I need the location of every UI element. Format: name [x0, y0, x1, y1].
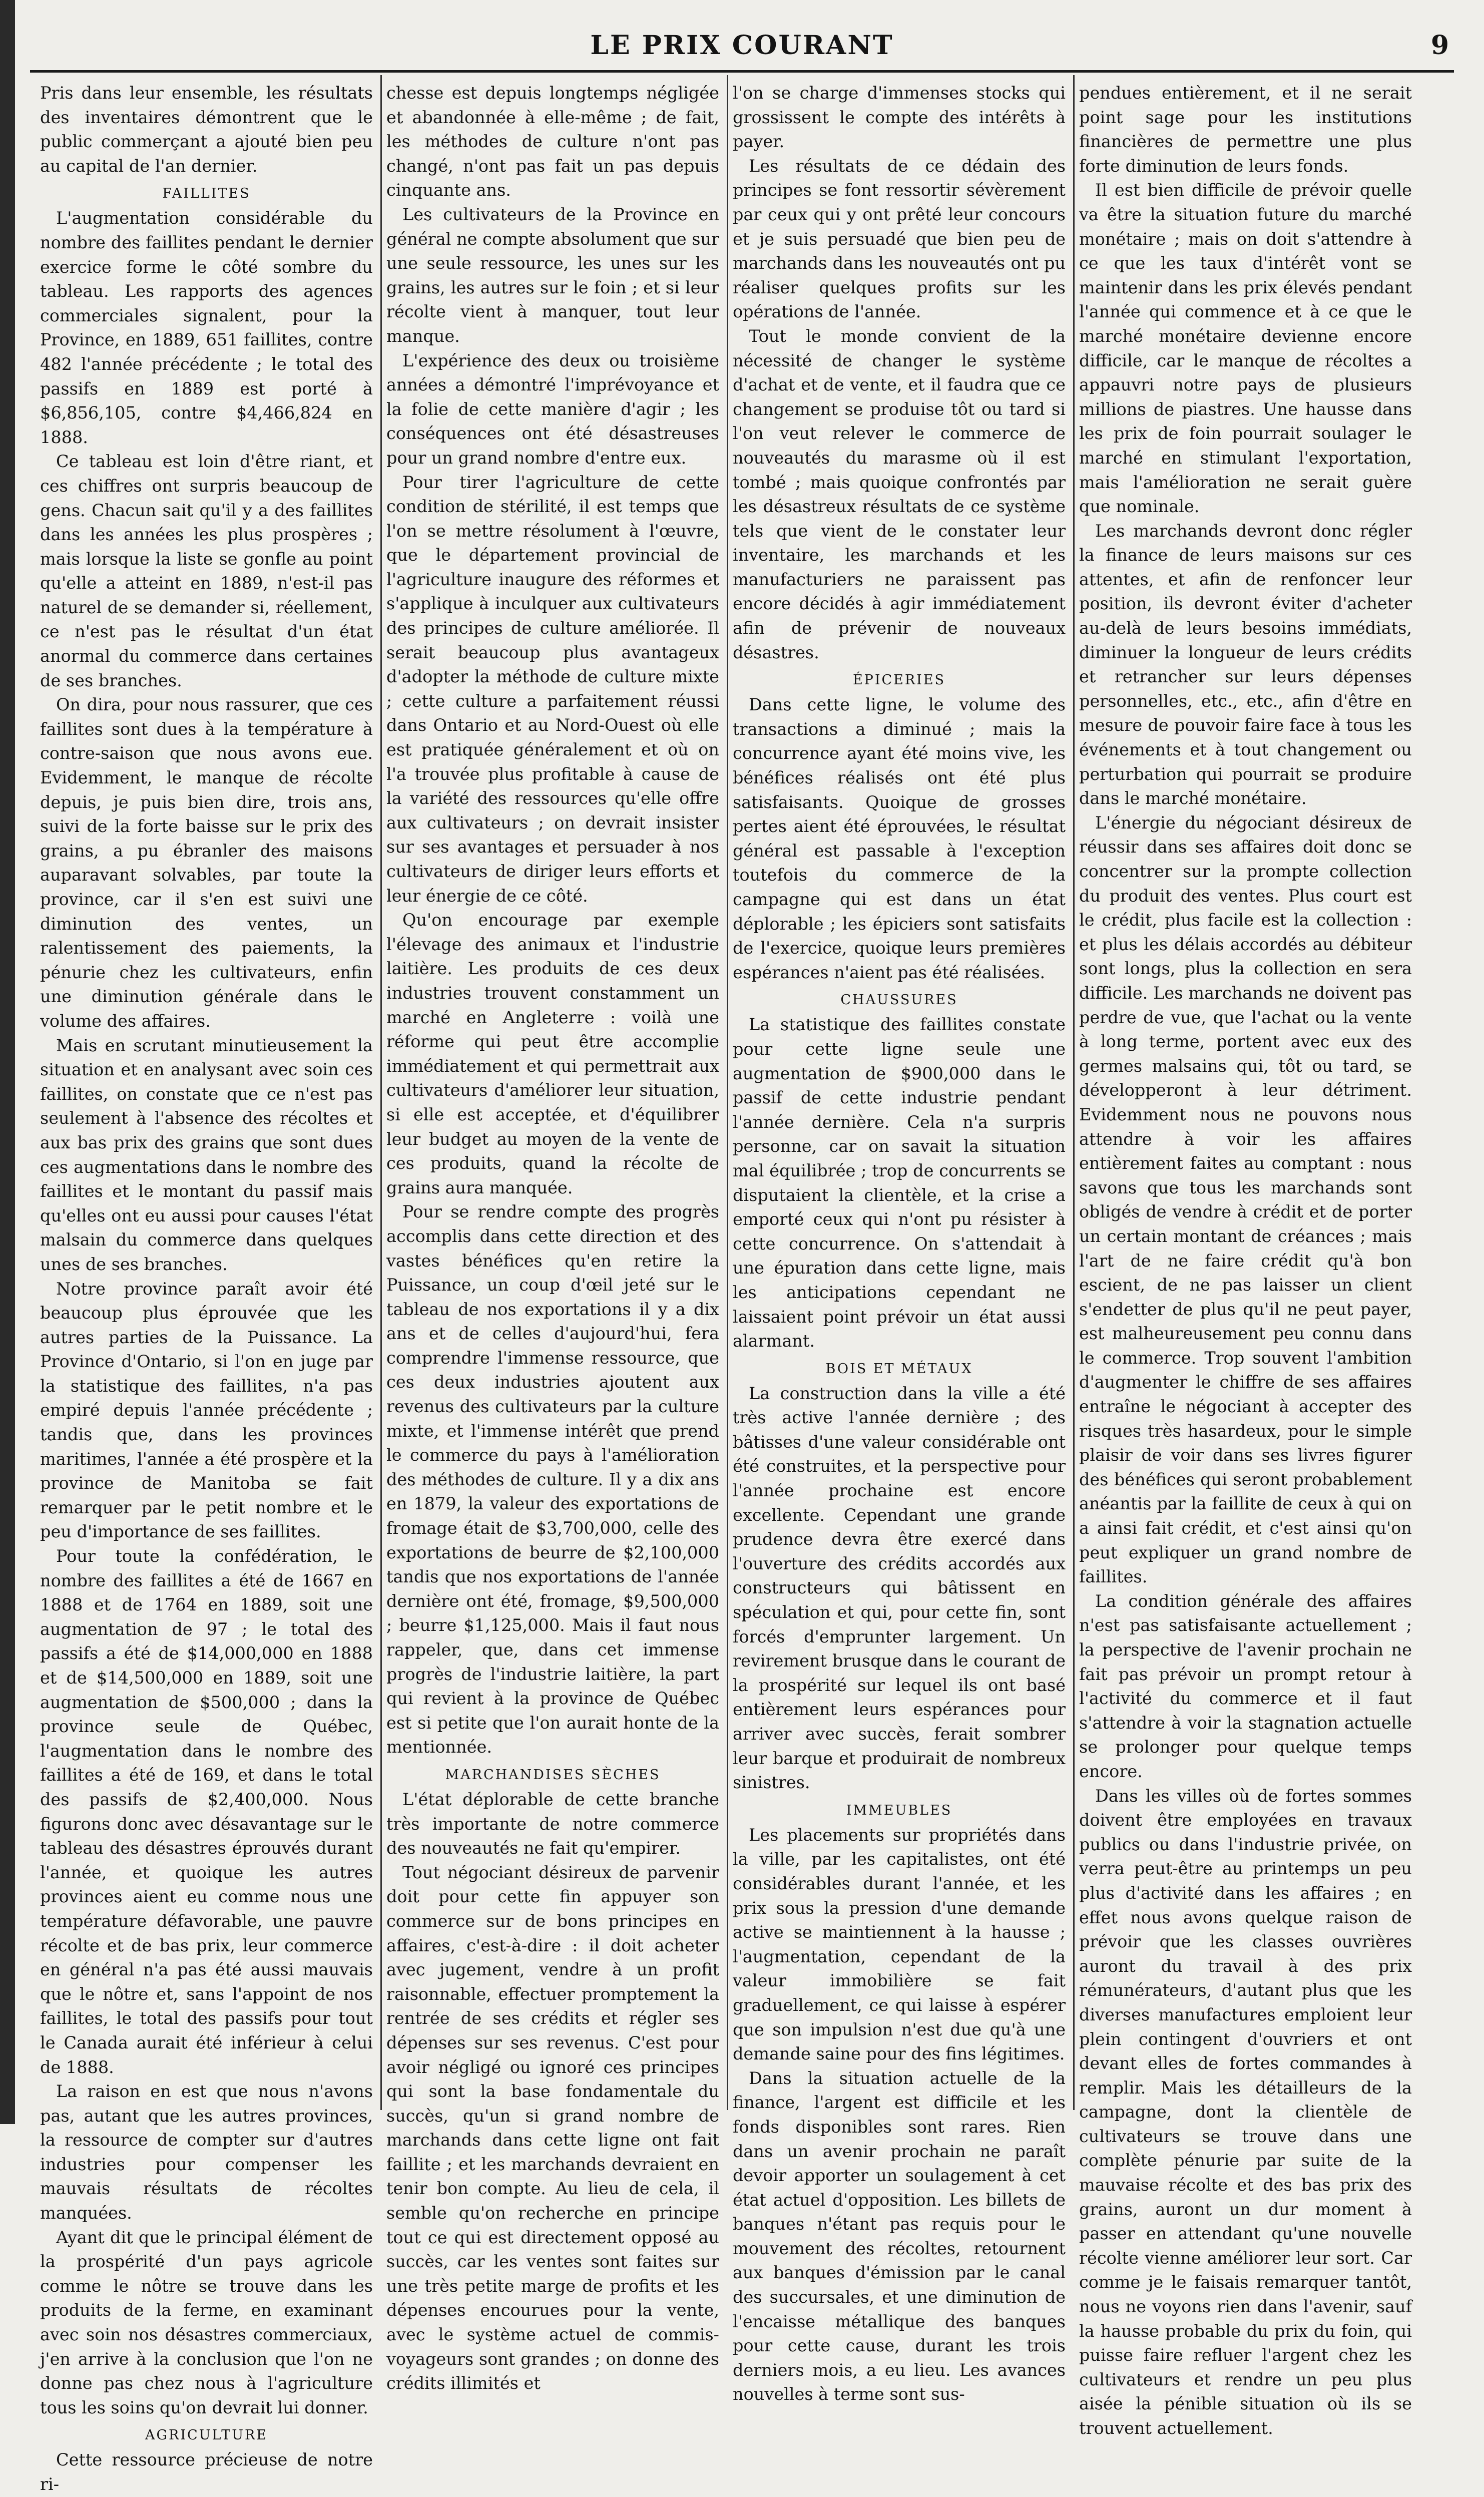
article-paragraph: La condition générale des affaires n'est pas satisfaisante actuellement ; la perspective de l'avenir prochain ne fait pas prévoir un prompt retour à l'activité du commerce et il faut s'attendre à voir la stagnation actuelle se prolonger pour quelque temps encore. — [1079, 1591, 1412, 1781]
section-heading: AGRICULTURE — [145, 2427, 268, 2443]
article-paragraph: Dans cette ligne, le volume des transactions a diminué ; mais la concurrence ayant été moins vive, les bénéfices réalisés ont été plus satisfaisants. Quoique de grosses pertes aient été éprouvées, le résultat général est passable à l'exception toutefois du commerce de la campagne qui est dans un état déplorable ; les épiciers sont satisfaits de l'exercice, quoique leurs premières espérances n'aient pas été réalisées. — [733, 695, 1066, 982]
article-paragraph: l'on se charge d'immenses stocks qui grossissent le compte des intérêts à payer. — [733, 83, 1066, 152]
section-heading: ÉPICERIES — [852, 672, 946, 688]
column-divider — [1073, 75, 1075, 2110]
article-paragraph: Tout le monde convient de la nécessité de changer le système d'achat et de vente, et il faudra que ce changement se produise tôt ou tard si l'on veut relever le commerce de nouveautés du marasme où il est tombé ; mais quoique confrontés par les désastreux résultats de ce système tels que vient de le constater leur inventaire, les marchands et les manufacturiers ne paraissent pas encore décidés à agir immédiatement afin de prévenir de nouveaux désastres. — [733, 326, 1066, 662]
article-paragraph: Cette ressource précieuse de notre ri- — [40, 2450, 373, 2494]
section-heading: IMMEUBLES — [846, 1802, 952, 1818]
column-1 — [40, 81, 373, 2494]
article-paragraph: Les marchands devront donc régler la finance de leurs maisons sur ces attentes, et afin de renfoncer leur position, ils devront éviter d'acheter au-delà de leurs besoins immédiats, diminuer la longueur de leurs crédits et retrancher sur leurs dépenses personnelles, etc., etc., afin d'être en mesure de pouvoir faire face à tous les événements et à tout changement ou perturbation qui pourrait se produire dans le marché monétaire. — [1079, 521, 1412, 808]
newspaper-title: LE PRIX COURANT — [590, 30, 894, 61]
article-paragraph: chesse est depuis longtemps négligée et abandonnée à elle-même ; de fait, les méthodes de culture n'ont pas changé, n'ont pas fait un pas depuis cinquante ans. — [386, 83, 719, 200]
article-paragraph: L'augmentation considérable du nombre des faillites pendant le dernier exercice forme le côté sombre du tableau. Les rapports des agences commerciales signalent, pour la Province, en 1889, 651 faillites, contre 482 l'année précédente ; le total des passifs en 1889 est porté à $6,856,105, contre $4,466,824 en 1888. — [40, 208, 373, 447]
article-paragraph: Les placements sur propriétés dans la ville, par les capitalistes, ont été considérables durant l'année, et les prix sous la pression d'une demande active se maintiennent à la hausse ; l'augmentation, cependant de la valeur immobilière se fait graduellement, ce qui laisse à espérer que son impulsion n'est due qu'à une demande saine pour des fins légitimes. — [733, 1825, 1066, 2064]
article-paragraph: Qu'on encourage par exemple l'élevage des animaux et l'industrie laitière. Les produits de ces deux industries trouvent constamment un marché en Angleterre : voilà une réforme qui peut être accomplie immédiatement et qui permettrait aux cultivateurs d'améliorer leur situation, si elle est acceptée, et d'équilibrer leur budget au moyen de la vente de ces produits, quand la récolte de grains aura manquée. — [386, 910, 719, 1197]
article-paragraph: Pour se rendre compte des progrès accomplis dans cette direction et des vastes bénéfices qu'en retire la Puissance, un coup d'œil jeté sur le tableau de nos exportations il y a dix ans et de celles d'aujourd'hui, fera comprendre l'immense ressource, que ces deux industries ajoutent aux revenus des cultivateurs par la culture mixte, et l'immense intérêt que prend le commerce du pays à l'amélioration des méthodes de culture. Il y a dix ans en 1879, la valeur des exportations de fromage était de $3,700,000, celle des exportations de beurre de $2,100,000 tandis que nos exportations de l'année dernière ont été, fromage, $9,500,000 ; beurre $1,125,000. Mais il faut nous rappeler, que, dans cet immense progrès de l'industrie laitière, la part qui revient à la province de Québec est si petite que l'on aurait honte de la mentionnée. — [386, 1202, 719, 1757]
page-number: 9 — [1430, 30, 1449, 61]
article-paragraph: Pour tirer l'agriculture de cette condition de stérilité, il est temps que l'on se mettre résolument à l'œuvre, que le département provincial de l'agriculture inaugure des réformes et s'applique à inculquer aux cultivateurs des principes de culture améliorée. Il serait beaucoup plus avantageux d'adopter la méthode de culture mixte ; cette culture a parfaitement réussi dans Ontario et au Nord-Ouest où elle est pratiquée généralement et où on l'a trouvée plus profitable à cause de la variété des ressources qu'elle offre aux cultivateurs ; on devrait insister sur ses avantages et persuader à nos cultivateurs de diriger leurs efforts et leur énergie de ce côté. — [386, 472, 719, 906]
article-paragraph: L'énergie du négociant désireux de réussir dans ses affaires doit donc se concentrer sur la prompte collection du produit des ventes. Plus court est le crédit, plus facile est la collection : et plus les délais accordés au débiteur sont longs, plus la collection en sera difficile. Les marchands ne doivent pas perdre de vue, que l'achat ou la vente à long terme, portent avec eux des germes malsains qui, tôt ou tard, se développeront à leur détriment. Evidemment nous ne pouvons nous attendre à voir les affaires entièrement faites au comptant : nous savons que tous les marchands sont obligés de vendre à crédit et de porter un certain montant de créances ; mais l'art de ne faire crédit qu'à bon escient, de ne pas laisser un client s'endetter de plus qu'il ne peut payer, est malheureusement peu connu dans le commerce. Trop souvent l'ambition d'augmenter le chiffre de ses affaires entraîne le négociant à accepter des risques très hasardeux, pour le simple plaisir de voir dans ses livres figurer des bénéfices qui seront probablement anéantis par la faillite de ceux à qui on a ainsi fait crédit, et c'est ainsi qu'on peut expliquer un grand nombre de faillites. — [1079, 812, 1412, 1587]
article-paragraph: Pris dans leur ensemble, les résultats des inventaires démontrent que le public commerçant a ajouté bien peu au capital de l'an dernier. — [40, 83, 373, 176]
article-paragraph: Ce tableau est loin d'être riant, et ces chiffres ont surpris beaucoup de gens. Chacun sait qu'il y a des faillites dans les années les plus prospères ; mais lorsque la liste se gonfle au point qu'elle a atteint en 1889, n'est-il pas naturel de se demander si, réellement, ce n'est pas le résultat d'un état anormal du commerce dans certaines de ses branches. — [40, 452, 373, 690]
article-paragraph: Ayant dit que le principal élément de la prospérité d'un pays agricole comme le nôtre se trouve dans les produits de la ferme, en examinant avec soin nos désastres commerciaux, j'en arrive à la conclusion que l'on ne donne pas chez nous à l'agriculture tous les soins qu'on devrait lui donner. — [40, 2227, 373, 2417]
article-paragraph: Il est bien difficile de prévoir quelle va être la situation future du marché monétaire ; mais on doit s'attendre à ce que les taux d'intérêt vont se maintenir dans les prix élevés pendant l'année qui commence et à ce que le marché monétaire devienne encore difficile, car le manque de récoltes a appauvri notre pays de plusieurs millions de piastres. Une hausse dans les prix de foin pourrait soulager le marché en stimulant l'exportation, mais l'amélioration ne serait guère que nominale. — [1079, 180, 1412, 517]
column-divider — [380, 75, 382, 2110]
article-paragraph: L'expérience des deux ou troisième années a démontré l'imprévoyance et la folie de cette manière d'agir ; les conséquences ont été désastreuses pour un grand nombre d'entre eux. — [386, 350, 719, 468]
column-divider — [727, 75, 728, 2110]
section-heading: FAILLITES — [162, 186, 251, 202]
article-paragraph: pendues entièrement, et il ne serait point sage pour les institutions financières de permettre une plus forte diminution de leurs fonds. — [1079, 83, 1412, 176]
article-paragraph: Tout négociant désireux de parvenir doit pour cette fin appuyer son commerce sur de bons principes en affaires, c'est-à-dire : il doit acheter avec jugement, vendre à un profit raisonnable, effectuer promptement la rentrée de ses crédits et régler ses dépenses sur ses revenus. C'est pour avoir négligé ou ignoré ces principes qui sont la base fondamentale du succès, qu'un si grand nombre de marchands dans cette ligne ont fait faillite ; et les marchands devraient en tenir bon compte. Au lieu de cela, il semble qu'on recherche en principe tout ce qui est directement opposé au succès, car les ventes sont faites sur une très petite marge de profits et les dépenses encourues pour la vente, avec le système actuel de commis-voyageurs sont grandes ; on donne des crédits illimités et — [386, 1862, 719, 2393]
article-paragraph: Notre province paraît avoir été beaucoup plus éprouvée que les autres parties de la Puissance. La Province d'Ontario, si l'on en juge par la statistique des faillites, n'a pas empiré depuis l'année précédente ; tandis que, dans les provinces maritimes, l'année a été prospère et la province de Manitoba se fait remarquer par le petit nombre et le peu d'importance de ses faillites. — [40, 1279, 373, 1542]
page-header — [30, 30, 1454, 65]
article-paragraph: L'état déplorable de cette branche très importante de notre commerce des nouveautés ne fait qu'empirer. — [386, 1789, 719, 1858]
page-edge-shadow — [0, 0, 15, 2124]
section-heading: BOIS ET MÉTAUX — [825, 1361, 973, 1377]
article-paragraph: La raison en est que nous n'avons pas, autant que les autres provinces, la ressource de compter sur d'autres industries pour compenser les mauvais résultats de récoltes manquées. — [40, 2082, 373, 2223]
section-heading: CHAUSSURES — [840, 992, 958, 1008]
header-rule — [30, 70, 1454, 73]
section-heading: MARCHANDISES SÈCHES — [445, 1767, 661, 1783]
article-paragraph: La statistique des faillites constate pour cette ligne seule une augmentation de $900,000 dans le passif de cette industrie pendant l'année dernière. Cela n'a surpris personne, car on savait la situation mal équilibrée ; trop de concurrents se disputaient la clientèle, et la crise a emporté ceux qui n'ont pu résister à cette concurrence. On s'attendait à une épuration dans cette ligne, mais les anticipations cependant ne laissaient point prévoir un état aussi alarmant. — [733, 1015, 1066, 1351]
article-paragraph: Les résultats de ce dédain des principes se font ressortir sévèrement par ceux qui y ont prêté leur concours et je suis persuadé que bien peu de marchands dans les nouveautés ont pu réaliser quelques profits sur les opérations de l'année. — [733, 156, 1066, 322]
article-paragraph: Dans la situation actuelle de la finance, l'argent est difficile et les fonds disponibles sont rares. Rien dans un avenir prochain ne paraît devoir apporter un soulagement à cet état actuel d'opposition. Les billets de banques n'étant pas requis pour le mouvement des récoltes, retournent aux banques d'émission par le canal des succursales, et une diminution de l'encaisse métallique des banques pour cette cause, durant les trois derniers mois, a eu lieu. Les avances nouvelles à terme sont sus- — [733, 2068, 1066, 2404]
article-paragraph: Les cultivateurs de la Province en général ne compte absolument que sur une seule ressource, les unes sur les grains, les autres sur le foin ; et si leur récolte vient à manquer, tout leur manque. — [386, 204, 719, 346]
article-paragraph: Mais en scrutant minutieusement la situation et en analysant avec soin ces faillites, on constate que ce n'est pas seulement à l'absence des récoltes et aux bas prix des grains que sont dues ces augmentations dans le nombre des faillites et le montant du passif mais qu'elles ont eu aussi pour causes l'état malsain du commerce dans quelques unes de ses branches. — [40, 1035, 373, 1274]
column-4 — [1079, 81, 1412, 2438]
article-paragraph: Pour toute la confédération, le nombre des faillites a été de 1667 en 1888 et de 1764 en 1889, soit une augmentation de 97 ; le total des passifs a été de $14,000,000 en 1888 et de $14,500,000 en 1889, soit une augmentation de $500,000 ; dans la province seule de Québec, l'augmentation dans le nombre des faillites a été de 169, et dans le total des passifs de $2,400,000. Nous figurons donc avec désavantage sur le tableau des désastres éprouvés durant l'année, et quoique les autres provinces aient eu comme nous une température défavorable, une pauvre récolte et de bas prix, leur commerce en général n'a pas été aussi mauvais que le nôtre et, sans l'appoint de nos faillites, le total des passifs pour tout le Canada aurait été inférieur à celui de 1888. — [40, 1546, 373, 2077]
article-paragraph: La construction dans la ville a été très active l'année dernière ; des bâtisses d'une valeur considérable ont été construites, et la perspective pour l'année prochaine est encore excellente. Cependant une grande prudence devra être exercé dans l'ouverture des crédits accordés aux constructeurs qui bâtissent en spéculation et qui, pour cette fin, sont forcés d'emprunter largement. Un revirement brusque dans le courant de la prospérité sur lequel ils ont basé entièrement leurs espérances pour arriver avec succès, ferait sombrer leur barque et produirait de nombreux sinistres. — [733, 1383, 1066, 1793]
article-paragraph: Dans les villes où de fortes sommes doivent être employées en travaux publics ou dans l'industrie privée, on verra peut-être au printemps un peu plus d'activité dans les affaires ; en effet nous avons quelque raison de prévoir que les classes ouvrières auront du travail à des prix rémunérateurs, d'autant plus que les diverses manufactures emploient leur plein contingent d'ouvriers et ont devant elles de fortes commandes à remplir. Mais les détailleurs de la campagne, dont la clientèle de cultivateurs se trouve dans une complète pénurie par suite de la mauvaise récolte et des bas prix des grains, auront un dur moment à passer en attendant qu'une nouvelle récolte vienne améliorer leur sort. Car comme je le faisais remarquer tantôt, nous ne voyons rien dans l'avenir, sauf la hausse probable du prix du foin, qui puisse faire refluer l'argent chez les cultivateurs et rendre un peu plus aisée la pénible situation où ils se trouvent actuellement. — [1079, 1786, 1412, 2438]
article-paragraph: On dira, pour nous rassurer, que ces faillites sont dues à la température à contre-saison que nous avons eue. Evidemment, le manque de récolte depuis, je puis bien dire, trois ans, suivi de la forte baisse sur le prix des grains, a pu ébranler des maisons auparavant solvables, par toute la province, car il s'en est suivi une diminution des ventes, un ralentissement des paiements, la pénurie chez les cultivateurs, enfin une diminution générale dans le volume des affaires. — [40, 695, 373, 1031]
column-3 — [733, 81, 1066, 2404]
column-2 — [386, 81, 719, 2393]
